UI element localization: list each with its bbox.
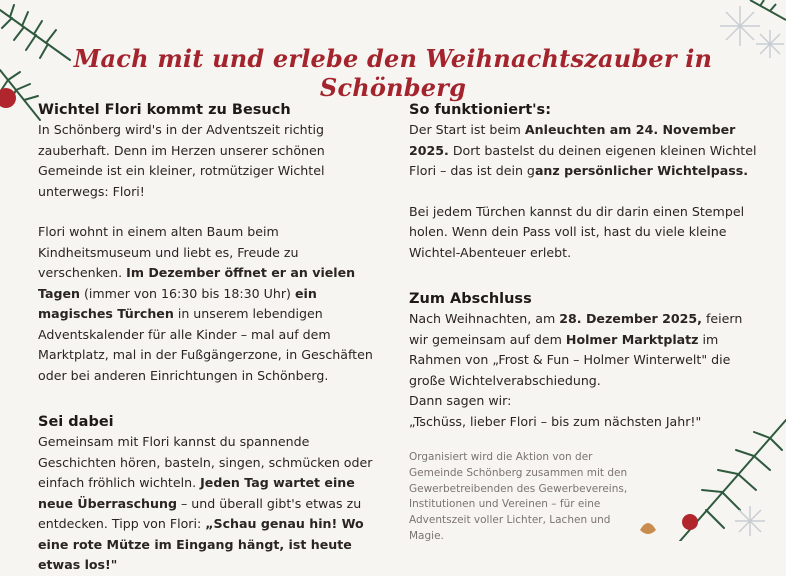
section-heading: Wichtel Flori kommt zu Besuch bbox=[38, 102, 291, 118]
section-heading: So funktioniert's: bbox=[409, 102, 551, 118]
section-heading: Sei dabei bbox=[38, 414, 114, 430]
paragraph: Der Start ist beim Anleuchten am 24. November 2025. Dort bastelst du deinen eigenen kleinen Wichtel Flori – das ist dein ganz persönlicher Wichtelpass. bbox=[409, 122, 757, 178]
paragraph: Gemeinsam mit Flori kannst du spannende Geschichten hören, basteln, singen, schmücken oder einfach fröhlich wichteln. Jeden Tag wartet eine neue Überraschung – und überall gibt's etwas zu entdecken. Tipp von Flori: „Schau genau hin! Wo eine rote Mütze im Eingang hängt, ist heute etwas los!" bbox=[38, 434, 373, 572]
section-heading: Zum Abschluss bbox=[409, 291, 532, 307]
paragraph: Dann sagen wir: bbox=[409, 393, 512, 408]
page-title: Mach mit und erlebe den Weihnachtszauber in Schönberg bbox=[73, 44, 713, 102]
footer-note: Organisiert wird die Aktion von der Gemeinde Schönberg zusammen mit den Gewerbetreibenden des Gewerbevereins, Institutionen und Vereinen – für eine Adventszeit voller Lichter, Lachen und Magie. bbox=[409, 451, 628, 542]
paragraph: In Schönberg wird's in der Adventszeit richtig zauberhaft. Denn im Herzen unserer schönen Gemeinde ist ein kleiner, rotmütziger Wichtel unterwegs: Flori! bbox=[38, 122, 325, 199]
left-column bbox=[38, 100, 378, 576]
paragraph: Nach Weihnachten, am 28. Dezember 2025, feiern wir gemeinsam auf dem Holmer Marktplatz im Rahmen von „Frost & Fun – Holmer Winterwelt" die große Wichtelverabschiedung. bbox=[409, 311, 743, 388]
paragraph: Bei jedem Türchen kannst du dir darin einen Stempel holen. Wenn dein Pass voll ist, hast du viele kleine Wichtel-Abenteuer erlebt. bbox=[409, 203, 745, 260]
paragraph: Flori wohnt in einem alten Baum beim Kindheitsmuseum und liebt es, Freude zu verschenken. Im Dezember öffnet er an vielen Tagen (immer von 16:30 bis 18:30 Uhr) ein magisches Türchen in unserem lebendigen Adventskalender für alle Kinder – mal auf dem Marktplatz, mal in der Fußgängerzone, in Geschäften oder bei anderen Einrichtungen in Schönberg. bbox=[38, 224, 373, 383]
right-column bbox=[409, 100, 764, 545]
paragraph: „Tschüss, lieber Flori – bis zum nächsten Jahr!" bbox=[409, 413, 702, 429]
